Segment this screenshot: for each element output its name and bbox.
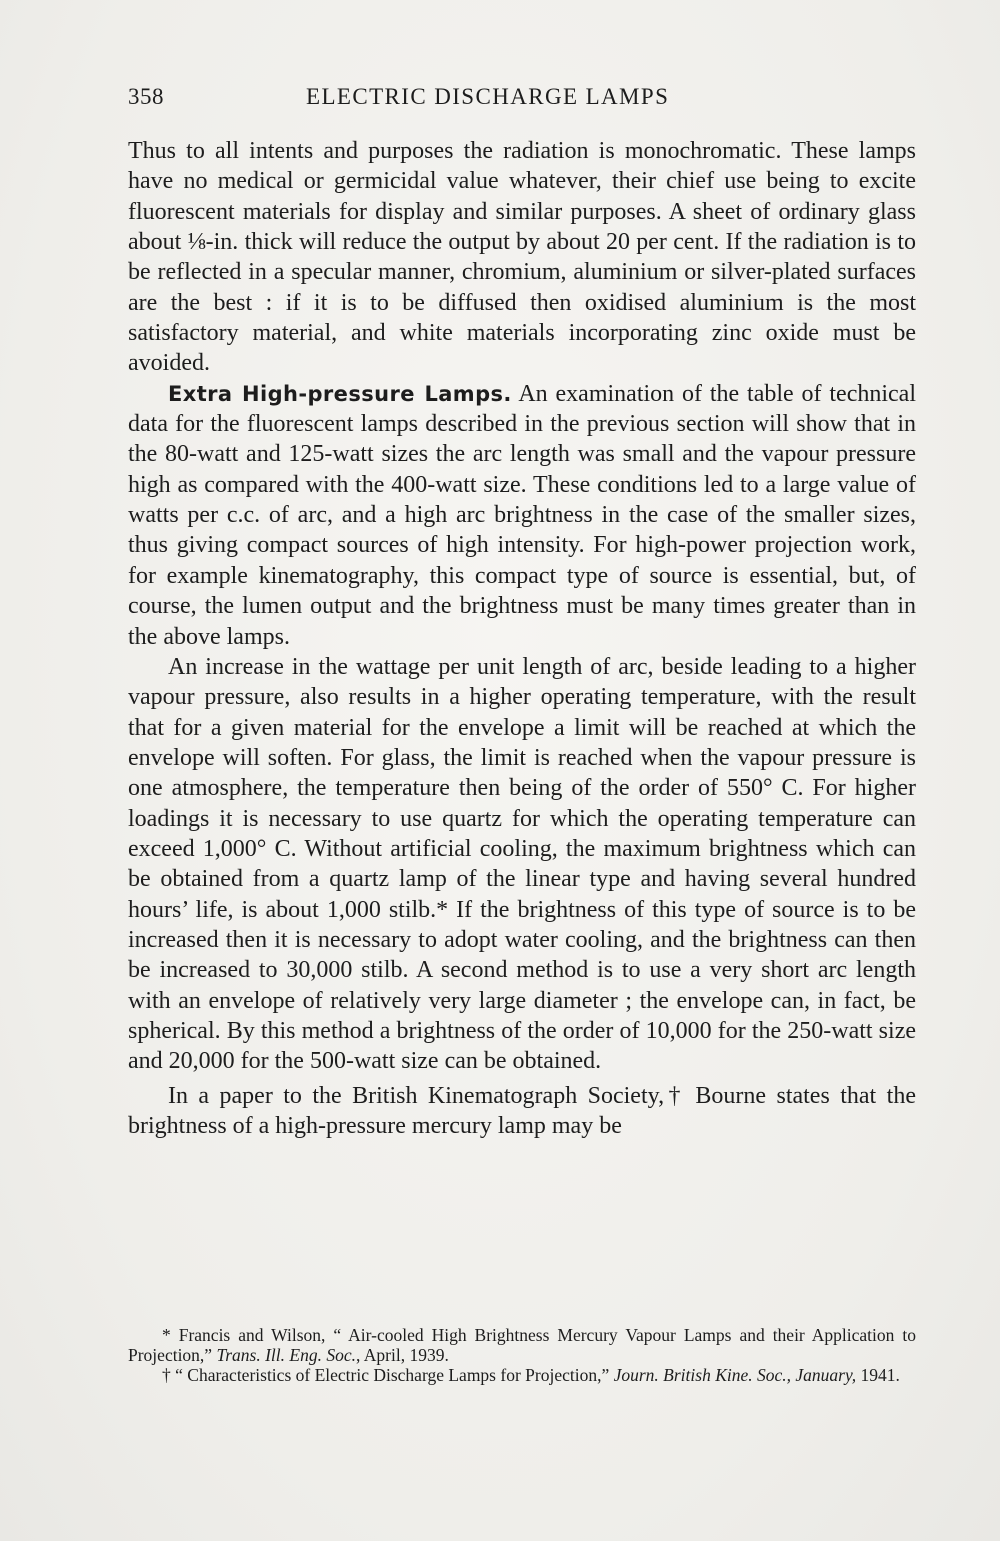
- footnote-1-text: * Francis and Wilson, “ Air-cooled High Brightness Mercury Vapour Lamps and their Application to Projection,”: [128, 1325, 916, 1365]
- footnote-2-text: † “ Characteristics of Electric Discharge Lamps for Projection,”: [162, 1365, 614, 1385]
- footnotes: [128, 1325, 916, 1385]
- footnote-1-journal: Trans. Ill. Eng. Soc.: [216, 1345, 356, 1365]
- page-number: 358: [128, 84, 164, 109]
- footnote-1-date: , April, 1939.: [355, 1345, 449, 1365]
- paragraph-2-text: An examination of the table of technical data for the fluorescent lamps described in the previous section will show that in the 80-watt and 125-watt sizes the arc length was small and the vapour pressure high as compared with the 400-watt size. These conditions led to a large value of watts per c.c. of arc, and a high arc brightness in the case of the smaller sizes, thus giving compact sources of high intensity. For high-power projection work, for example kinematography, this compact type of source is essential, but, of course, the lumen output and the brightness must be many times greater than in the above lamps.: [128, 380, 916, 650]
- running-title: ELECTRIC DISCHARGE LAMPS: [306, 84, 670, 109]
- footnote-2-date: 1941.: [856, 1365, 900, 1385]
- paragraph-3: An increase in the wattage per unit length of arc, beside leading to a higher vapour pressure, also results in a higher operating temperature, with the result that for a given material for the envelope a limit will be reached at which the envelope will soften. For glass, the limit is reached when the vapour pressure is one atmosphere, the temperature then being of the order of 550° C. For higher loadings it is necessary to use quartz for which the operating temperature can exceed 1,000° C. Without artificial cooling, the maximum brightness which can be obtained from a quartz lamp of the linear type and having several hundred hours’ life, is about 1,000 stilb.* If the brightness of this type of source is to be increased then it is necessary to adopt water cooling, and the brightness can then be increased to 30,000 stilb. A second method is to use a very short arc length with an envelope of relatively very large diameter ; the envelope can, in fact, be spherical. By this method a brightness of the order of 10,000 for the 250-watt size and 20,000 for the 500-watt size can be obtained.: [128, 653, 916, 1075]
- section-heading: Extra High-pressure Lamps.: [168, 381, 512, 406]
- footnote-1: [128, 1325, 916, 1365]
- paragraph-4: In a paper to the British Kinematograph Society,† Bourne states that the brightness of a high-pressure mercury lamp may be: [128, 1082, 916, 1139]
- page-header: [128, 84, 916, 118]
- paragraph-1: Thus to all intents and purposes the radiation is monochromatic. These lamps have no medical or germicidal value whatever, their chief use being to excite fluorescent materials for display and similar purposes. A sheet of ordinary glass about ⅛-in. thick will reduce the output by about 20 per cent. If the radiation is to be reflected in a specular manner, chromium, aluminium or silver-plated surfaces are the best : if it is to be diffused then oxidised aluminium is the most satisfactory material, and white materials incorporating zinc oxide must be avoided.: [128, 138, 916, 377]
- body-text: [128, 136, 916, 1141]
- paragraph-2: [128, 379, 916, 652]
- footnote-2: [128, 1365, 916, 1385]
- footnote-2-journal: Journ. British Kine. Soc., January,: [613, 1365, 857, 1385]
